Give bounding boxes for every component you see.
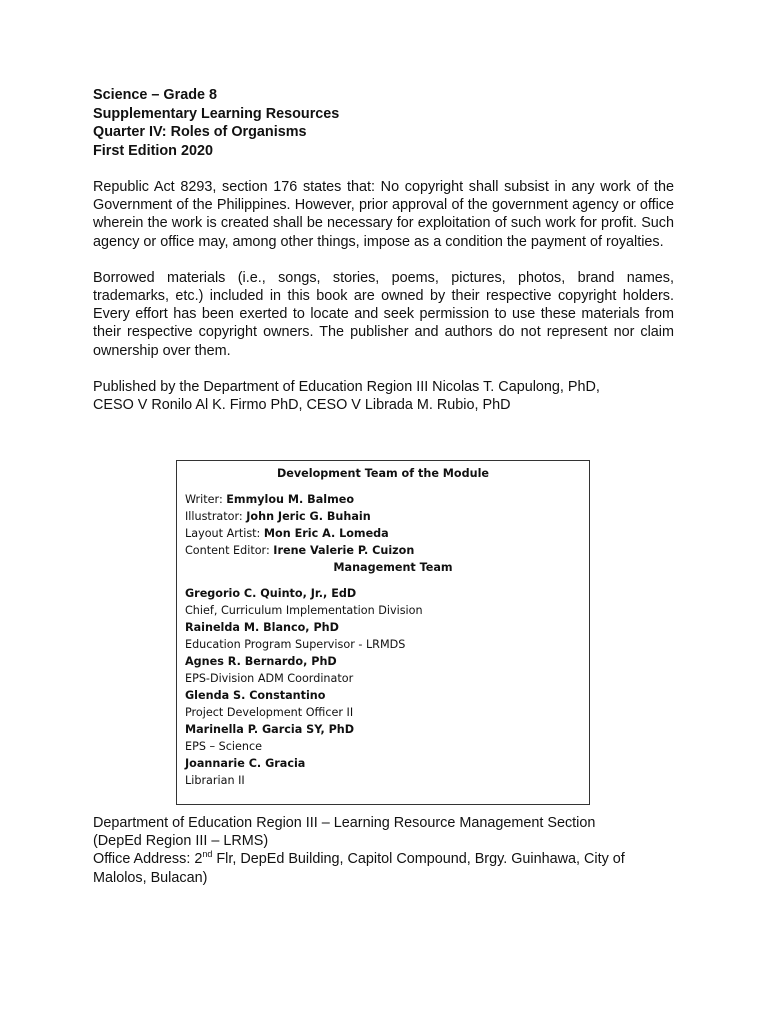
title-line: Science – Grade 8	[93, 87, 217, 103]
management-name: Joannarie C. Gracia	[185, 757, 306, 770]
dev-team-label: Writer:	[185, 493, 227, 506]
title-block	[93, 86, 674, 160]
borrowed-materials-paragraph: Borrowed materials (i.e., songs, stories, poems, pictures, photos, brand names, trademarks, etc.) included in this book are owned by their respective copyright holders. Every effort has been exerted to locate and seek permission to use these materials from their respective copyright owners. The publisher and authors do not represent nor claim ownership over them.	[93, 269, 674, 359]
office-address-line	[93, 850, 693, 868]
development-team-box	[176, 460, 590, 805]
dev-team-value: Emmylou M. Balmeo	[226, 493, 355, 506]
dev-team-label: Content Editor:	[185, 544, 274, 557]
dev-team-value: Irene Valerie P. Cuizon	[273, 544, 415, 557]
dev-team-row	[185, 542, 581, 559]
management-role: Librarian II	[185, 774, 245, 787]
management-name: Agnes R. Bernardo, PhD	[185, 655, 337, 668]
document-page	[93, 86, 674, 414]
management-name: Gregorio C. Quinto, Jr., EdD	[185, 587, 357, 600]
dev-team-value: Mon Eric A. Lomeda	[263, 527, 389, 540]
dev-team-label: Illustrator:	[185, 510, 247, 523]
footer-line: Malolos, Bulacan)	[93, 869, 208, 886]
footer-line: (DepEd Region III – LRMS)	[93, 833, 269, 850]
management-role: EPS – Science	[185, 740, 262, 753]
dev-team-row	[185, 508, 581, 525]
dev-team-label: Layout Artist:	[185, 527, 264, 540]
dev-team-row	[185, 525, 581, 542]
publisher-line: CESO V Ronilo Al K. Firmo PhD, CESO V Librada M. Rubio, PhD	[93, 397, 511, 414]
title-line: First Edition 2020	[93, 142, 213, 159]
title-line: Supplementary Learning Resources	[93, 105, 340, 122]
management-name: Rainelda M. Blanco, PhD	[185, 621, 339, 634]
management-team-heading: Management Team	[333, 561, 453, 574]
dev-team-value: John Jeric G. Buhain	[246, 510, 371, 523]
management-role: Education Program Supervisor - LRMDS	[185, 638, 406, 651]
address-prefix: Office Address: 2	[93, 851, 203, 868]
publisher-paragraph	[93, 378, 674, 414]
address-ordinal-sup: nd	[202, 849, 213, 860]
management-role: Project Development Officer II	[185, 706, 354, 719]
address-rest: Flr, DepEd Building, Capitol Compound, Brgy. Guinhawa, City of	[212, 851, 625, 868]
office-footer	[93, 814, 693, 887]
team-box-heading: Development Team of the Module	[276, 467, 490, 480]
management-name: Glenda S. Constantino	[185, 689, 326, 702]
publisher-line: Published by the Department of Education Region III Nicolas T. Capulong, PhD,	[93, 378, 600, 395]
footer-line: Department of Education Region III – Learning Resource Management Section	[93, 815, 596, 831]
management-role: Chief, Curriculum Implementation Division	[185, 604, 423, 617]
management-role: EPS-Division ADM Coordinator	[185, 672, 354, 685]
dev-team-row	[185, 491, 581, 508]
title-line: Quarter IV: Roles of Organisms	[93, 124, 307, 140]
copyright-paragraph: Republic Act 8293, section 176 states that: No copyright shall subsist in any work of the Government of the Philippines. However, prior approval of the government agency or office wherein the work is created shall be necessary for exploitation of such work for profit. Such agency or office may, among other things, impose as a condition the payment of royalties.	[93, 179, 674, 250]
management-name: Marinella P. Garcia SY, PhD	[185, 723, 355, 736]
